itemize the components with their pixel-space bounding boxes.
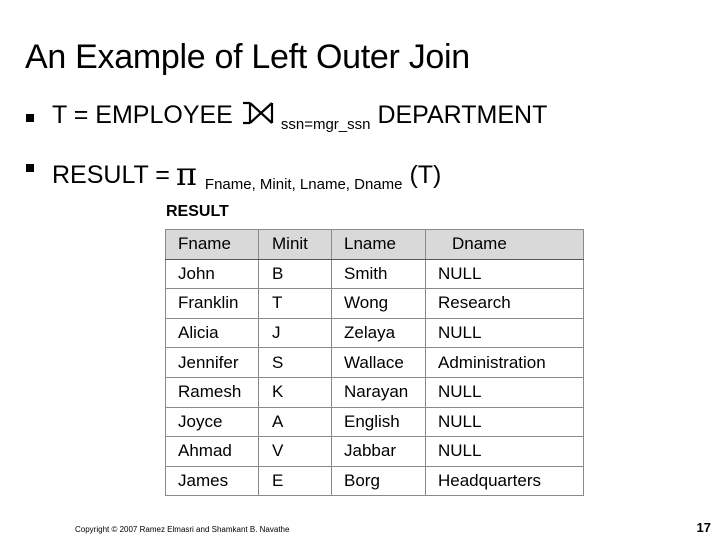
square-bullet-icon [26,114,34,122]
table-row [166,259,584,289]
table-row [166,348,584,378]
table-cell: T [259,289,332,319]
table-cell: Wong [332,289,426,319]
table-cell: V [259,437,332,467]
table-cell: Ahmad [166,437,259,467]
table-cell: Research [426,289,584,319]
table-row [166,466,584,496]
table-cell: NULL [426,377,584,407]
table-cell: NULL [426,407,584,437]
table-cell: Ramesh [166,377,259,407]
table-row [166,377,584,407]
table-cell: K [259,377,332,407]
table-cell: Administration [426,348,584,378]
table-cell: John [166,259,259,289]
table-cell: Smith [332,259,426,289]
table-cell: S [259,348,332,378]
table-cell: English [332,407,426,437]
table-cell: NULL [426,318,584,348]
table-cell: Jennifer [166,348,259,378]
table-cell: Zelaya [332,318,426,348]
projection-lhs: RESULT = [52,161,170,189]
table-cell: A [259,407,332,437]
bullet-join-expression [52,101,548,133]
table-header-row [166,230,584,260]
left-outer-join-icon [241,101,275,125]
table-cell: Borg [332,466,426,496]
column-header: Lname [332,230,426,260]
column-header: Fname [166,230,259,260]
join-condition: ssn=mgr_ssn [280,116,371,133]
bullet-projection-expression [52,153,441,191]
table-row [166,318,584,348]
table-cell: Wallace [332,348,426,378]
table-row [166,407,584,437]
table-cell: J [259,318,332,348]
table-cell: Franklin [166,289,259,319]
projection-operand: (T) [409,161,442,189]
table-cell: B [259,259,332,289]
table-cell: James [166,466,259,496]
table-cell: Joyce [166,407,259,437]
column-header: Dname [426,230,584,260]
slide-title: An Example of Left Outer Join [25,38,470,76]
column-header: Minit [259,230,332,260]
table-cell: E [259,466,332,496]
copyright-notice: Copyright © 2007 Ramez Elmasri and Shamkant B. Navathe [75,525,290,534]
table-row [166,437,584,467]
pi-symbol: π [175,155,197,193]
result-table [165,229,584,496]
table-cell: Alicia [166,318,259,348]
table-cell: NULL [426,437,584,467]
table-cell: Headquarters [426,466,584,496]
table-cell: Narayan [332,377,426,407]
table-cell: Jabbar [332,437,426,467]
table-row [166,289,584,319]
projection-list: Fname, Minit, Lname, Dname [204,176,403,193]
table-cell: NULL [426,259,584,289]
join-lhs: T = EMPLOYEE [52,101,233,129]
join-rhs: DEPARTMENT [377,101,548,129]
page-number: 17 [696,520,711,535]
result-table-label: RESULT [166,203,229,220]
square-bullet-icon [26,164,34,172]
